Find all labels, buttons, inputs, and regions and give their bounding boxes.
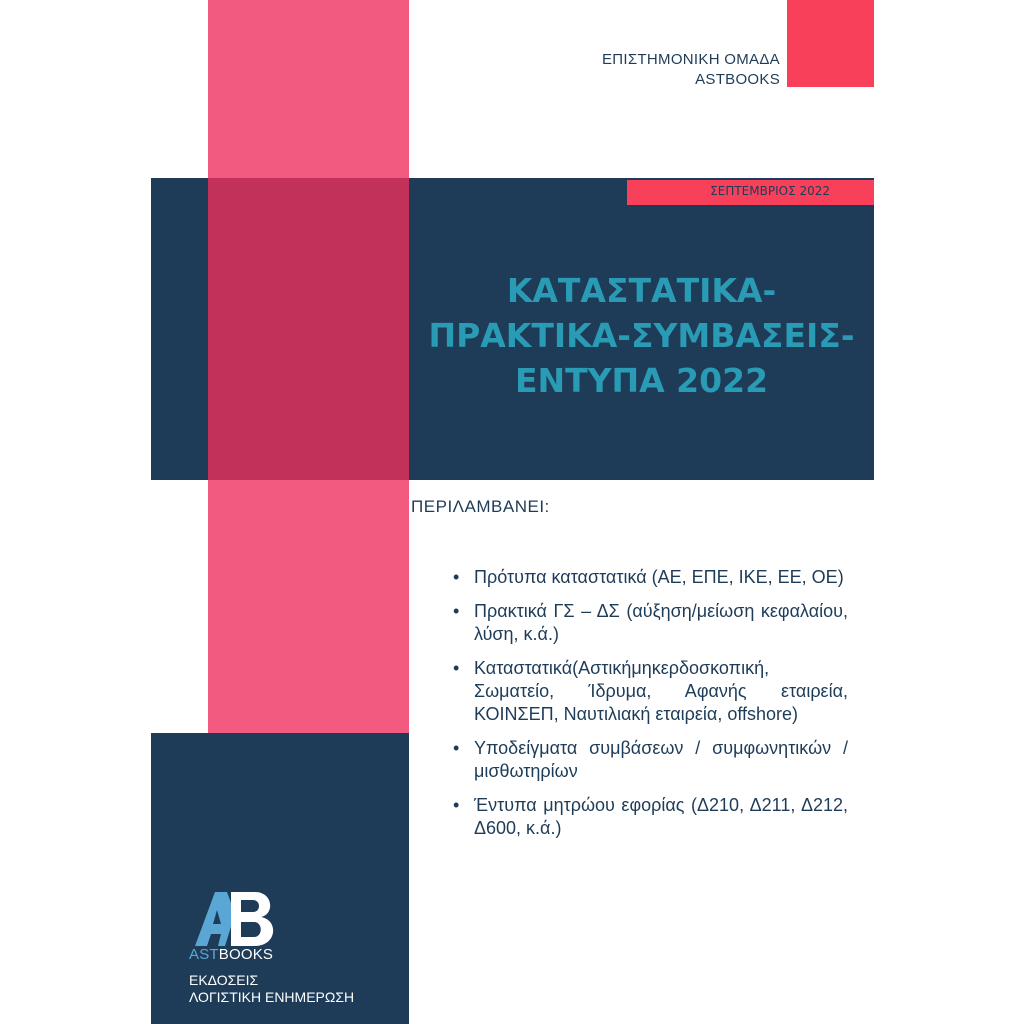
book-cover	[151, 0, 874, 1024]
publisher-line-1: ΕΚΔΟΣΕΙΣ	[189, 972, 259, 988]
logo-wordmark-books: BOOKS	[218, 946, 274, 963]
bullet-icon: •	[453, 658, 460, 678]
bullet-icon: •	[453, 601, 460, 621]
book-title	[409, 268, 874, 403]
list-item	[453, 566, 848, 589]
list-item	[453, 794, 848, 840]
author-line-2: ASTBOOKS	[695, 71, 780, 88]
band-overlap-block	[208, 178, 409, 480]
list-item-text: Υποδείγματα συμβάσεων / συμφωνητικών / μισθωτηρίων	[474, 738, 848, 781]
bullet-icon: •	[453, 567, 460, 587]
list-item	[453, 657, 848, 726]
contents-list	[453, 566, 848, 851]
author-line-1: ΕΠΙΣΤΗΜΟΝΙΚΗ ΟΜΑΔΑ	[601, 51, 780, 68]
title-line-1: ΚΑΤΑΣΤΑΤΙΚΑ-	[506, 271, 777, 310]
list-item-text: Έντυπα μητρώου εφορίας (Δ210, Δ211, Δ212, Δ600, κ.ά.)	[474, 795, 848, 838]
publication-date: ΣΕΠΤΕΜΒΡΙΟΣ 2022	[710, 184, 830, 198]
title-line-2: ΠΡΑΚΤΙΚΑ-ΣΥΜΒΑΣΕΙΣ-	[428, 316, 855, 355]
publisher-name	[189, 972, 354, 1006]
logo-wordmark-ast: AST	[189, 946, 219, 963]
author-credit	[602, 50, 780, 90]
logo-wordmark	[189, 946, 273, 963]
astbooks-logo-icon	[191, 890, 281, 946]
bullet-icon: •	[453, 738, 460, 758]
date-bar	[627, 180, 874, 205]
list-item	[453, 737, 848, 783]
corner-accent-block	[787, 0, 874, 87]
list-item	[453, 600, 848, 646]
list-item-text: Πρότυπα καταστατικά (ΑΕ, ΕΠΕ, ΙΚΕ, ΕΕ, ΟΕ)	[474, 567, 844, 587]
list-item-text: Καταστατικά(Αστικήμηκερδοσκοπική, Σωματείο, Ίδρυμα, Αφανής εταιρεία, ΚΟΙΝΣΕΠ, Ναυτιλιακή εταιρεία, offshore)	[474, 658, 848, 724]
publisher-line-2: ΛΟΓΙΣΤΙΚΗ ΕΝΗΜΕΡΩΣΗ	[189, 989, 355, 1005]
bullet-icon: •	[453, 795, 460, 815]
list-item-text: Πρακτικά ΓΣ – ΔΣ (αύξηση/μείωση κεφαλαίου, λύση, κ.ά.)	[474, 601, 848, 644]
title-line-3: ΕΝΤΥΠΑ 2022	[514, 361, 769, 400]
includes-heading: ΠΕΡΙΛΑΜΒΑΝΕΙ:	[411, 497, 550, 516]
